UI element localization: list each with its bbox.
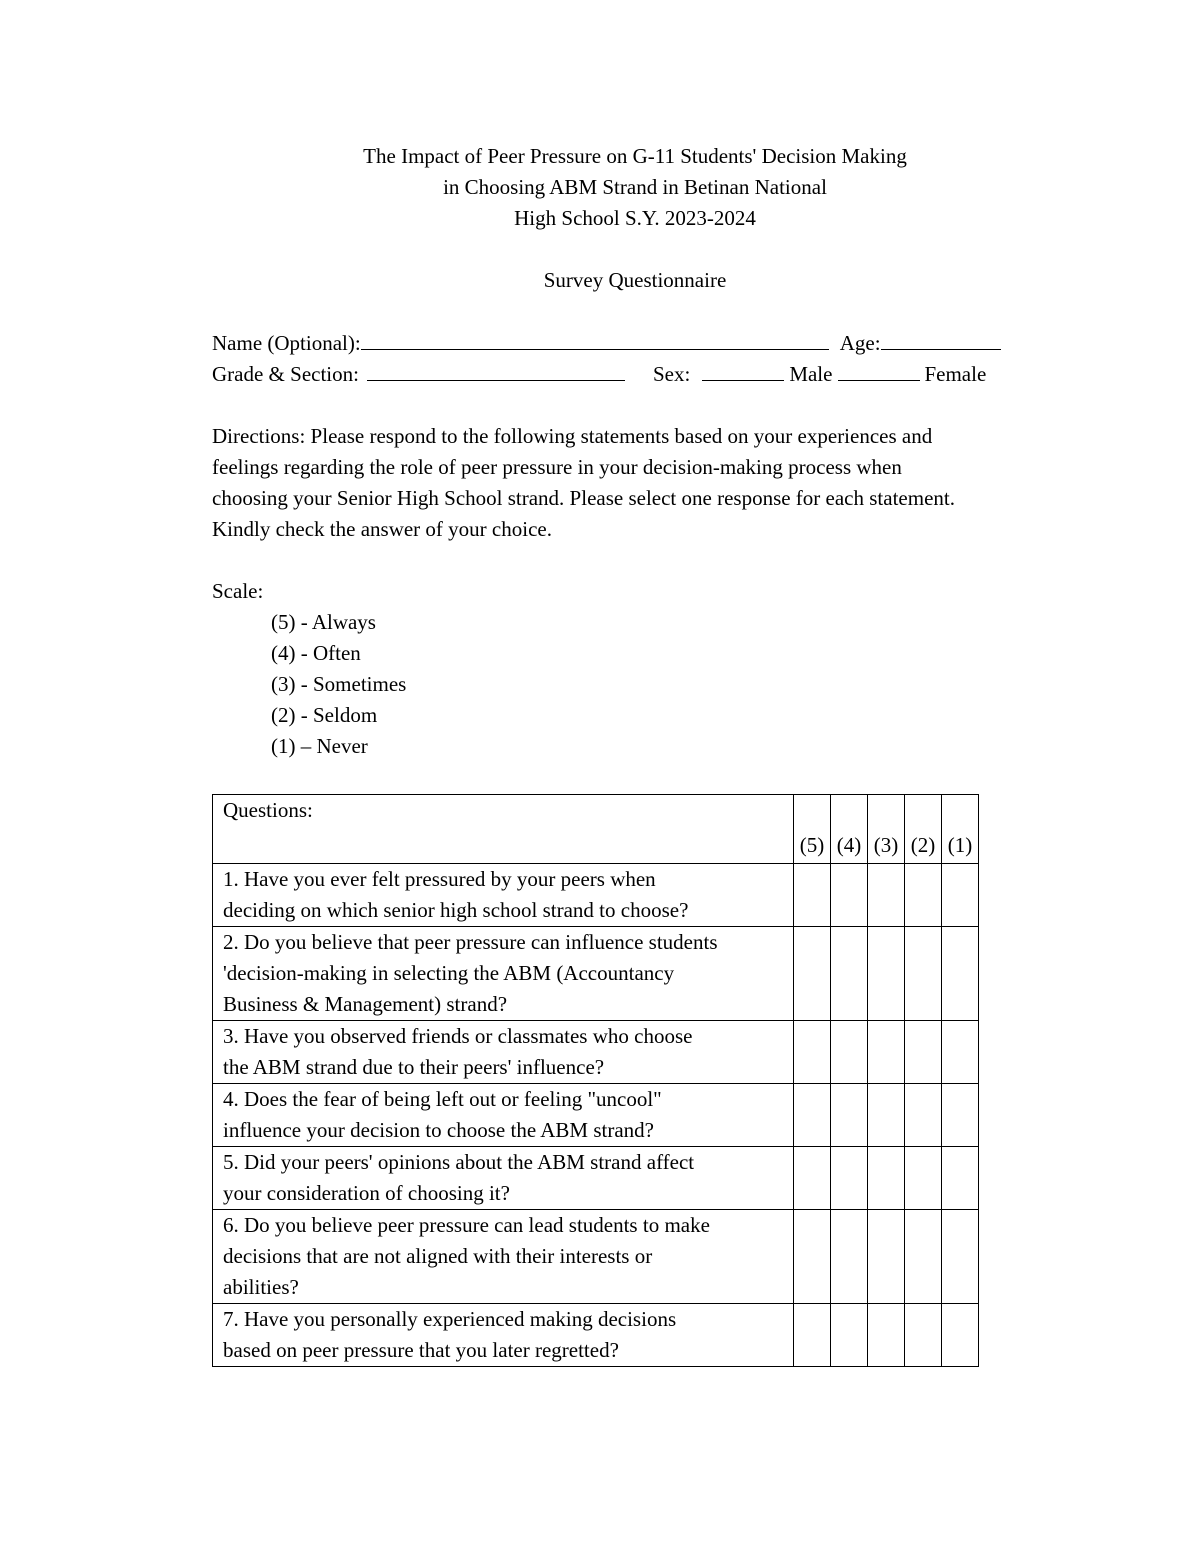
scale-item-2: (2) - Seldom <box>271 703 378 727</box>
answer-cell-q2-1[interactable] <box>942 927 979 1021</box>
male-label: Male <box>789 362 833 386</box>
answer-cell-q6-1[interactable] <box>942 1210 979 1304</box>
directions-line-3: choosing your Senior High School strand. Please select one response for each statement. <box>212 486 955 510</box>
female-label: Female <box>924 362 987 386</box>
answer-cell-q3-2[interactable] <box>905 1021 942 1084</box>
answer-cell-q5-1[interactable] <box>942 1147 979 1210</box>
scale-item-1: (1) – Never <box>271 734 368 758</box>
answer-cell-q5-5[interactable] <box>794 1147 831 1210</box>
directions-paragraph <box>212 421 1052 545</box>
question-cell-7 <box>213 1304 794 1367</box>
age-field[interactable] <box>881 327 1001 350</box>
answer-cell-q6-2[interactable] <box>905 1210 942 1304</box>
answer-cell-q6-5[interactable] <box>794 1210 831 1304</box>
answer-cell-q1-4[interactable] <box>831 864 868 927</box>
questions-header-cell <box>213 795 794 864</box>
question-2-line-3: Business & Management) strand? <box>223 992 508 1016</box>
directions-line-2: feelings regarding the role of peer pressure in your decision-making process when <box>212 455 902 479</box>
table-row <box>213 864 979 927</box>
female-checkbox-line[interactable] <box>838 358 920 381</box>
table-row <box>213 1084 979 1147</box>
answer-cell-q4-1[interactable] <box>942 1084 979 1147</box>
answer-cell-q2-5[interactable] <box>794 927 831 1021</box>
answer-cell-q1-5[interactable] <box>794 864 831 927</box>
question-5-line-1: 5. Did your peers' opinions about the ABM strand affect <box>223 1150 695 1174</box>
answer-cell-q5-3[interactable] <box>868 1147 905 1210</box>
column-header-4: (4) <box>831 795 868 864</box>
survey-subtitle: Survey Questionnaire <box>543 268 727 292</box>
name-label: Name (Optional): <box>212 331 361 355</box>
question-1-line-2: deciding on which senior high school strand to choose? <box>223 898 689 922</box>
grade-section-label: Grade & Section: <box>212 362 359 386</box>
scale-item-5: (5) - Always <box>271 610 376 634</box>
answer-cell-q1-2[interactable] <box>905 864 942 927</box>
question-3-line-1: 3. Have you observed friends or classmates who choose <box>223 1024 693 1048</box>
answer-cell-q7-4[interactable] <box>831 1304 868 1367</box>
answer-cell-q7-5[interactable] <box>794 1304 831 1367</box>
title-line-2: in Choosing ABM Strand in Betinan National <box>443 175 827 199</box>
question-4-line-1: 4. Does the fear of being left out or feeling "uncool" <box>223 1087 662 1111</box>
question-2-line-2: 'decision-making in selecting the ABM (Accountancy <box>223 961 675 985</box>
answer-cell-q6-4[interactable] <box>831 1210 868 1304</box>
document-title <box>0 141 1200 234</box>
answer-cell-q7-2[interactable] <box>905 1304 942 1367</box>
question-4-line-2: influence your decision to choose the ABM strand? <box>223 1118 654 1142</box>
question-7-line-1: 7. Have you personally experienced making decisions <box>223 1307 677 1331</box>
answer-cell-q3-3[interactable] <box>868 1021 905 1084</box>
question-6-line-3: abilities? <box>223 1275 299 1299</box>
table-row <box>213 927 979 1021</box>
sex-label: Sex: <box>652 362 691 386</box>
directions-line-1: Directions: Please respond to the following statements based on your experiences and <box>212 424 933 448</box>
question-1-line-1: 1. Have you ever felt pressured by your peers when <box>223 867 656 891</box>
table-row <box>213 1210 979 1304</box>
name-field[interactable] <box>361 327 829 350</box>
answer-cell-q1-3[interactable] <box>868 864 905 927</box>
table-row <box>213 1021 979 1084</box>
column-header-1: (1) <box>942 795 979 864</box>
name-age-row <box>212 327 1001 359</box>
grade-section-field[interactable] <box>367 358 625 381</box>
answer-cell-q1-1[interactable] <box>942 864 979 927</box>
answer-cell-q5-2[interactable] <box>905 1147 942 1210</box>
age-label: Age: <box>839 331 881 355</box>
answer-cell-q4-3[interactable] <box>868 1084 905 1147</box>
answer-cell-q6-3[interactable] <box>868 1210 905 1304</box>
answer-cell-q4-5[interactable] <box>794 1084 831 1147</box>
scale-item-4: (4) - Often <box>271 641 361 665</box>
answer-cell-q4-2[interactable] <box>905 1084 942 1147</box>
question-cell-6 <box>213 1210 794 1304</box>
question-2-line-1: 2. Do you believe that peer pressure can influence students <box>223 930 718 954</box>
questions-header: Questions: <box>223 798 313 822</box>
title-line-3: High School S.Y. 2023-2024 <box>514 206 756 230</box>
table-row <box>213 1304 979 1367</box>
question-cell-2 <box>213 927 794 1021</box>
answer-cell-q3-5[interactable] <box>794 1021 831 1084</box>
question-6-line-1: 6. Do you believe peer pressure can lead students to make <box>223 1213 710 1237</box>
grade-sex-row <box>212 358 986 390</box>
scale-legend <box>212 576 406 762</box>
answer-cell-q7-3[interactable] <box>868 1304 905 1367</box>
question-7-line-2: based on peer pressure that you later regretted? <box>223 1338 619 1362</box>
answer-cell-q7-1[interactable] <box>942 1304 979 1367</box>
question-6-line-2: decisions that are not aligned with their interests or <box>223 1244 653 1268</box>
column-header-3: (3) <box>868 795 905 864</box>
title-line-1: The Impact of Peer Pressure on G-11 Students' Decision Making <box>363 144 907 168</box>
directions-line-4: Kindly check the answer of your choice. <box>212 517 552 541</box>
scale-item-3: (3) - Sometimes <box>271 672 407 696</box>
question-5-line-2: your consideration of choosing it? <box>223 1181 510 1205</box>
table-header-row <box>213 795 979 864</box>
answer-cell-q2-3[interactable] <box>868 927 905 1021</box>
question-3-line-2: the ABM strand due to their peers' influence? <box>223 1055 605 1079</box>
question-cell-1 <box>213 864 794 927</box>
question-cell-5 <box>213 1147 794 1210</box>
column-header-5: (5) <box>794 795 831 864</box>
answer-cell-q5-4[interactable] <box>831 1147 868 1210</box>
table-row <box>213 1147 979 1210</box>
answer-cell-q2-4[interactable] <box>831 927 868 1021</box>
question-cell-4 <box>213 1084 794 1147</box>
survey-table <box>212 794 979 1367</box>
answer-cell-q3-4[interactable] <box>831 1021 868 1084</box>
answer-cell-q2-2[interactable] <box>905 927 942 1021</box>
column-header-2: (2) <box>905 795 942 864</box>
male-checkbox-line[interactable] <box>702 358 784 381</box>
question-cell-3 <box>213 1021 794 1084</box>
answer-cell-q4-4[interactable] <box>831 1084 868 1147</box>
scale-label: Scale: <box>212 579 264 603</box>
answer-cell-q3-1[interactable] <box>942 1021 979 1084</box>
